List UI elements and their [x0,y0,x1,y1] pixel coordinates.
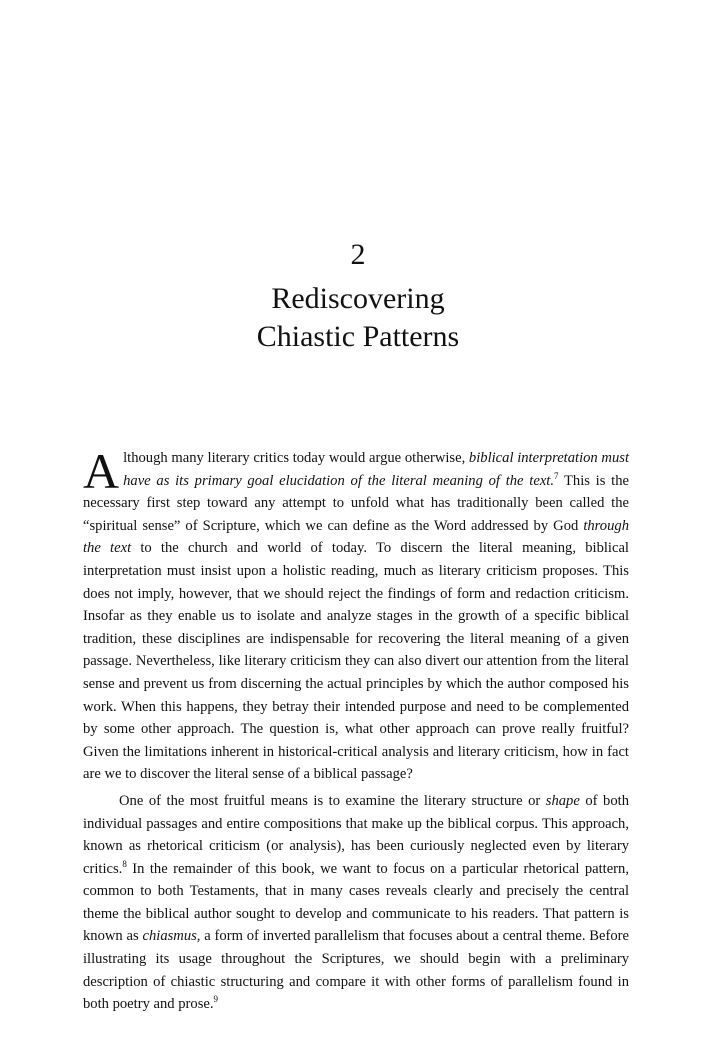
paragraph-1-text-2: This is the necessary first step toward any attempt to unfold what has traditionally been called the “spiritual sense” of Scripture, which we can define as the Word addressed by God [83,472,629,534]
chapter-number: 2 [350,238,366,271]
paragraph-2-text-2: of both individual passages and entire compositions that make up the biblical corpus. This approach, known as rhetorical criticism (or analysis), has been curiously neglected even by literary critics. [83,792,629,877]
paragraph-1-italic-1: biblical interpretation must have as its primary goal elucidation of the literal meaning of the text. [123,450,629,489]
footnote-ref-7: 7 [554,470,559,481]
footnote-ref-9: 9 [213,994,219,1005]
paragraph-2-text-3: In the remainder of this book, we want to focus on a particular rhetorical pattern, common to both Testaments, that in many cases reveals clearly and precisely the central theme the biblical author sought to develop and communicate to his readers. That pattern is known as [83,860,629,945]
paragraph-1 [83,443,629,786]
body-text [83,443,629,1016]
paragraph-2-text-4: a form of inverted parallelism that focuses about a central theme. Before illustrating its usage throughout the Scriptures, we should begin with a preliminary description of chiastic structuring and compare it with other forms of parallelism found in both poetry and prose. [83,928,629,1013]
paragraph-2 [83,790,629,1016]
drop-cap: A [83,443,120,499]
chapter-title-line-1: Rediscovering [271,282,445,315]
chapter-title [0,280,708,356]
paragraph-1-italic-2: through the text [83,517,629,557]
footnote-ref-8: 8 [122,858,127,869]
paragraph-1-text-1: lthough many literary critics today would argue otherwise, [123,450,469,466]
paragraph-2-italic-1: shape [545,792,580,809]
paragraph-1-text-3: to the church and world of today. To discern the literal meaning, biblical interpretation must insist upon a holistic reading, much as literary criticism proposes. This does not imply, however, that we should reject the findings of form and redaction criticism. Insofar as they enable us to isolate and analyze stages in the growth of a specific biblical tradition, these disciplines are indispensable for recovering the literal meaning of a given passage. Nevertheless, like literary criticism they can also divert our attention from the literal sense and prevent us from discerning the actual principles by which the author composed his work. When this happens, they betray their intended purpose and need to be complemented by some other approach. The question is, what other approach can prove really fruitful? Given the limitations inherent in historical-critical analysis and literary criticism, how in fact are we to discover the literal sense of a biblical passage? [83,540,629,783]
paragraph-2-text-1: One of the most fruitful means is to examine the literary structure or [119,792,546,809]
chapter-title-line-2: Chiastic Patterns [256,320,460,353]
paragraph-2-italic-2: chiasmus, [142,928,201,945]
